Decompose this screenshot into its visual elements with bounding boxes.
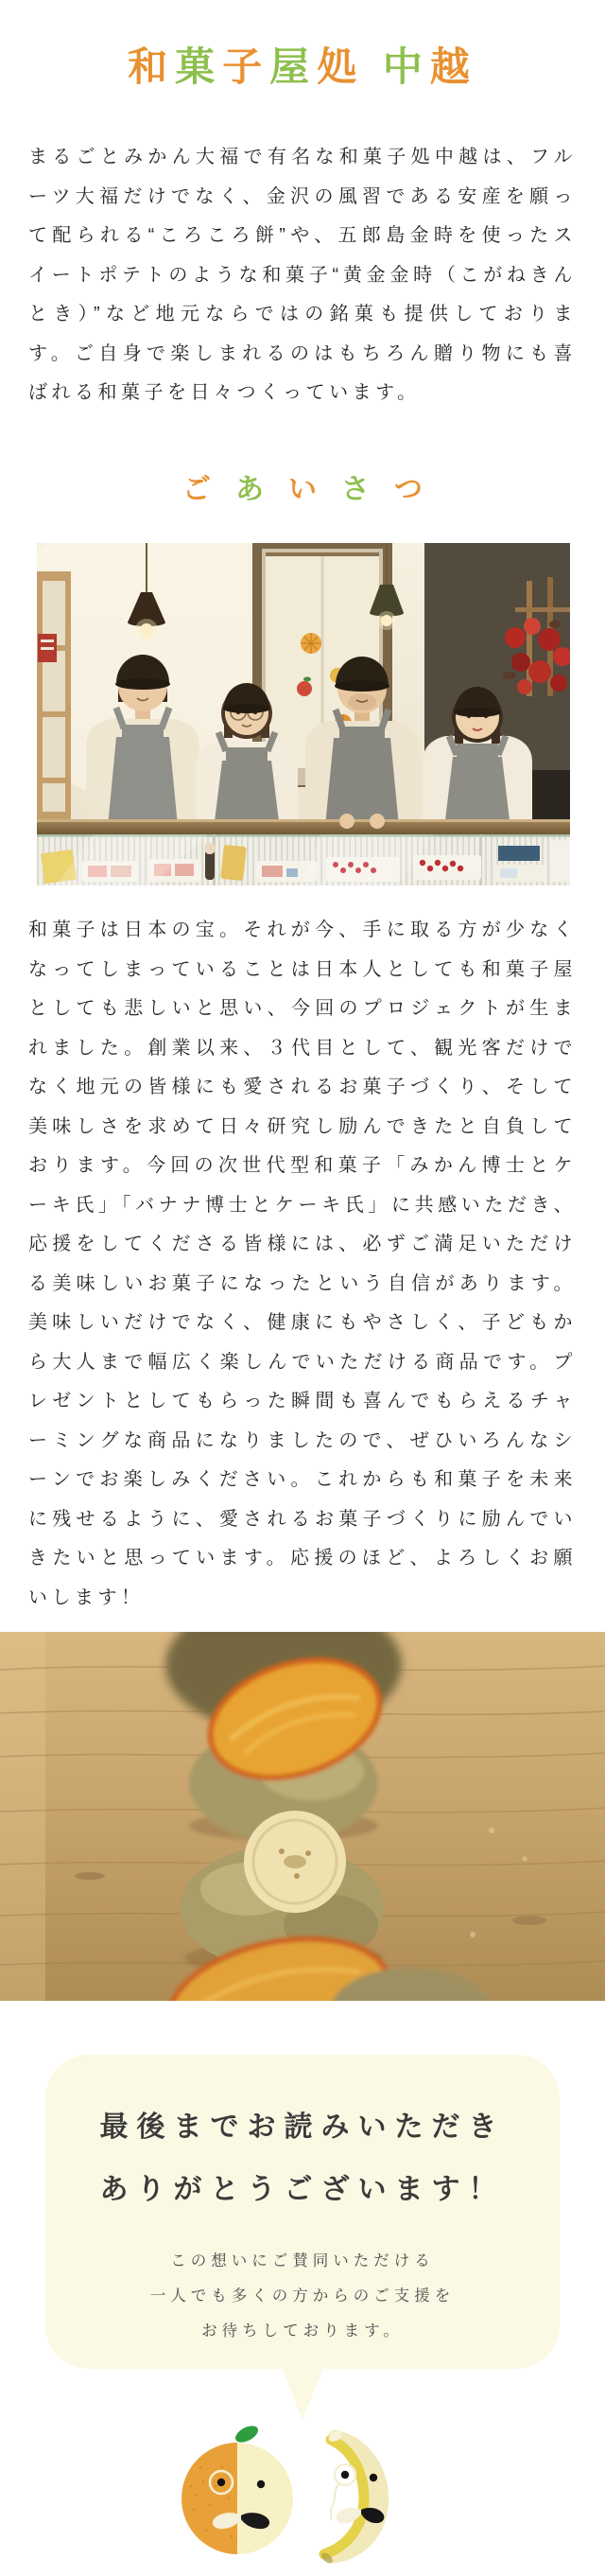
page-title: 和菓子屋処 中越	[128, 44, 477, 89]
greeting-paragraph: 和菓子は日本の宝。それが今、手に取る方が少なくなってしまっていることは日本人としても和菓子屋としても悲しいと思い、今回のプロジェクトが生まれました。創業以来、３代目として、観光客だけでなく地元の皆様にも愛されるお菓子づくり、そして美味しさを求めて日々研究し励んできたと自負しております。今回の次世代型和菓子「みかん博士とケーキ氏」「バナナ博士とケーキ氏」に共感いただき、応援をしてくださる皆様には、必ずご満足いただける美味しいお菓子になったという自信があります。美味しいだけでなく、健康にもやさしく、子どもから大人まで幅広く楽しんでいただける商品です。プレゼントとしてもらった瞬間も喜んでもらえるチャーミングな商品になりましたので、ぜひいろんなシーンでお楽しみください。これからも和菓子を未来に残せるように、愛されるお菓子づくりに励んでいきたいと思っています。応援のほど、よろしくお願いします！	[28, 920, 577, 1608]
greeting-heading: ごあいさつ	[182, 474, 447, 505]
sweets-photo	[0, 1632, 605, 2001]
banana-doctor-character	[320, 2428, 389, 2566]
thanks-bubble	[45, 2055, 560, 2369]
eye-icon	[341, 2471, 349, 2479]
eye-icon	[257, 2480, 265, 2488]
thanks-heading-line-1: 最後までお読みいただき	[99, 2112, 506, 2143]
thanks-heading-line-2: ありがとうございます！	[99, 2174, 506, 2205]
thanks-subtext-line-1: この想いにご賛同いただける	[170, 2252, 435, 2269]
mascot-characters	[151, 2415, 454, 2576]
window-frame	[37, 571, 71, 819]
leaf-icon	[233, 2423, 261, 2446]
thanks-subtext-line-2: 一人でも多くの方からのご支援を	[149, 2287, 456, 2304]
eye-icon	[217, 2479, 225, 2486]
orange-doctor-character	[182, 2423, 293, 2554]
display-counter	[37, 814, 570, 885]
thanks-heading	[45, 2096, 560, 2221]
thanks-subtext	[45, 2244, 560, 2349]
eye-icon	[370, 2474, 377, 2481]
intro-paragraph: まるごとみかん大福で有名な和菓子処中越は、フルーツ大福だけでなく、金沢の風習である安産を願って配られる“ころころ餅”や、五郎島金時を使ったスイートポテトのような和菓子“黄金金時（こがねきんとき）”など地元ならではの銘菓も提供しております。ご自身で楽しまれるのはもちろん贈り物にも喜ばれる和菓子を日々つくっています。	[28, 147, 577, 403]
thanks-subtext-line-3: お待ちしております。	[201, 2322, 404, 2339]
staff-photo	[37, 543, 570, 885]
speech-bubble-tail-icon	[281, 2365, 324, 2420]
